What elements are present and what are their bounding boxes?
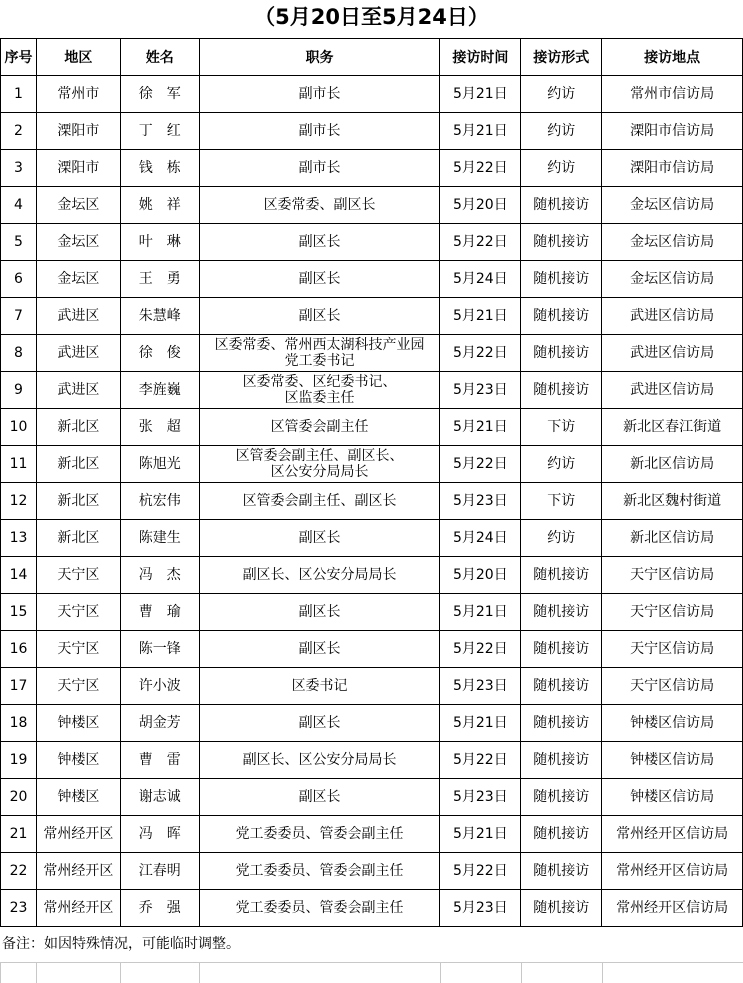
table-row [1, 335, 743, 372]
duty-line: 区委书记 [200, 678, 440, 694]
cell-duty [199, 446, 440, 483]
cell-seq: 4 [1, 187, 37, 224]
cell-seq: 15 [1, 594, 37, 631]
table-row [1, 594, 743, 631]
table-row [1, 742, 743, 779]
table-row [1, 150, 743, 187]
table-row [1, 187, 743, 224]
cell-name: 陈旭光 [120, 446, 199, 483]
cell-region: 常州经开区 [36, 853, 120, 890]
table-row [1, 298, 743, 335]
cell-region: 天宁区 [36, 631, 120, 668]
duty-line: 副区长 [200, 604, 440, 620]
cell-duty [199, 76, 440, 113]
cell-form: 随机接访 [521, 779, 602, 816]
cell-time: 5月23日 [440, 668, 521, 705]
cell-time: 5月22日 [440, 446, 521, 483]
duty-line: 区管委会副主任 [200, 419, 440, 435]
empty-cell [440, 963, 521, 983]
cell-seq: 19 [1, 742, 37, 779]
cell-seq: 22 [1, 853, 37, 890]
cell-time: 5月20日 [440, 187, 521, 224]
cell-duty [199, 483, 440, 520]
cell-form: 随机接访 [521, 890, 602, 927]
cell-form: 随机接访 [521, 705, 602, 742]
cell-time: 5月21日 [440, 816, 521, 853]
cell-name: 乔 强 [120, 890, 199, 927]
cell-duty [199, 853, 440, 890]
cell-seq: 23 [1, 890, 37, 927]
cell-time: 5月22日 [440, 631, 521, 668]
cell-place: 常州经开区信访局 [602, 890, 743, 927]
table-row [1, 224, 743, 261]
cell-form: 随机接访 [521, 298, 602, 335]
empty-cell [199, 963, 440, 983]
duty-line: 党工委书记 [200, 353, 440, 369]
header-time: 接访时间 [440, 39, 521, 76]
cell-place: 武进区信访局 [602, 372, 743, 409]
cell-name: 谢志诚 [120, 779, 199, 816]
cell-place: 溧阳市信访局 [602, 150, 743, 187]
table-row [1, 76, 743, 113]
cell-duty [199, 298, 440, 335]
cell-form: 随机接访 [521, 631, 602, 668]
cell-name: 王 勇 [120, 261, 199, 298]
cell-region: 金坛区 [36, 187, 120, 224]
cell-region: 常州经开区 [36, 816, 120, 853]
cell-seq: 21 [1, 816, 37, 853]
duty-line: 副区长 [200, 271, 440, 287]
cell-duty [199, 779, 440, 816]
cell-name: 叶 琳 [120, 224, 199, 261]
cell-region: 天宁区 [36, 557, 120, 594]
cell-duty [199, 335, 440, 372]
cell-duty [199, 557, 440, 594]
cell-form: 约访 [521, 76, 602, 113]
cell-duty [199, 668, 440, 705]
cell-region: 常州经开区 [36, 890, 120, 927]
table-row [1, 890, 743, 927]
table-row [1, 446, 743, 483]
table-row [1, 520, 743, 557]
table-row [1, 113, 743, 150]
cell-duty [199, 224, 440, 261]
cell-time: 5月23日 [440, 372, 521, 409]
cell-form: 随机接访 [521, 594, 602, 631]
duty-line: 副市长 [200, 160, 440, 176]
empty-cell [602, 963, 743, 983]
cell-form: 随机接访 [521, 187, 602, 224]
cell-time: 5月22日 [440, 335, 521, 372]
duty-line: 区委常委、常州西太湖科技产业园 [200, 337, 440, 353]
cell-seq: 2 [1, 113, 37, 150]
cell-place: 金坛区信访局 [602, 261, 743, 298]
cell-duty [199, 150, 440, 187]
cell-duty [199, 594, 440, 631]
cell-place: 天宁区信访局 [602, 594, 743, 631]
cell-region: 钟楼区 [36, 742, 120, 779]
duty-line: 区公安分局局长 [200, 464, 440, 480]
cell-form: 随机接访 [521, 668, 602, 705]
cell-name: 江春明 [120, 853, 199, 890]
cell-name: 姚 祥 [120, 187, 199, 224]
table-row [1, 372, 743, 409]
cell-seq: 5 [1, 224, 37, 261]
cell-duty [199, 742, 440, 779]
cell-form: 随机接访 [521, 742, 602, 779]
duty-line: 副区长 [200, 530, 440, 546]
cell-place: 金坛区信访局 [602, 187, 743, 224]
duty-line: 党工委委员、管委会副主任 [200, 900, 440, 916]
cell-name: 冯 晖 [120, 816, 199, 853]
cell-time: 5月21日 [440, 298, 521, 335]
cell-place: 新北区信访局 [602, 520, 743, 557]
cell-region: 天宁区 [36, 668, 120, 705]
cell-form: 随机接访 [521, 261, 602, 298]
cell-seq: 18 [1, 705, 37, 742]
duty-line: 副区长 [200, 234, 440, 250]
cell-place: 溧阳市信访局 [602, 113, 743, 150]
cell-region: 金坛区 [36, 224, 120, 261]
cell-time: 5月23日 [440, 779, 521, 816]
cell-time: 5月21日 [440, 705, 521, 742]
cell-region: 新北区 [36, 409, 120, 446]
cell-duty [199, 631, 440, 668]
cell-time: 5月24日 [440, 520, 521, 557]
duty-line: 区监委主任 [200, 390, 440, 406]
table-row [1, 409, 743, 446]
cell-duty [199, 520, 440, 557]
duty-line: 副区长、区公安分局局长 [200, 567, 440, 583]
cell-place: 常州经开区信访局 [602, 853, 743, 890]
cell-place: 天宁区信访局 [602, 631, 743, 668]
cell-place: 常州经开区信访局 [602, 816, 743, 853]
cell-time: 5月22日 [440, 742, 521, 779]
cell-time: 5月22日 [440, 224, 521, 261]
cell-form: 随机接访 [521, 816, 602, 853]
header-seq: 序号 [1, 39, 37, 76]
cell-form: 下访 [521, 483, 602, 520]
cell-place: 武进区信访局 [602, 335, 743, 372]
cell-form: 随机接访 [521, 853, 602, 890]
empty-cell [521, 963, 602, 983]
cell-time: 5月20日 [440, 557, 521, 594]
cell-region: 钟楼区 [36, 779, 120, 816]
page-title: （5月20日至5月24日） [0, 0, 743, 38]
cell-seq: 6 [1, 261, 37, 298]
cell-region: 武进区 [36, 335, 120, 372]
duty-line: 党工委委员、管委会副主任 [200, 826, 440, 842]
cell-place: 新北区信访局 [602, 446, 743, 483]
duty-line: 副市长 [200, 86, 440, 102]
cell-name: 李旌巍 [120, 372, 199, 409]
duty-line: 区管委会副主任、副区长 [200, 493, 440, 509]
cell-duty [199, 705, 440, 742]
header-place: 接访地点 [602, 39, 743, 76]
empty-cell [120, 963, 199, 983]
cell-region: 武进区 [36, 298, 120, 335]
cell-name: 钱 栋 [120, 150, 199, 187]
table-row [1, 779, 743, 816]
duty-line: 区委常委、副区长 [200, 197, 440, 213]
cell-region: 钟楼区 [36, 705, 120, 742]
duty-line: 副区长 [200, 641, 440, 657]
cell-time: 5月22日 [440, 150, 521, 187]
cell-region: 新北区 [36, 483, 120, 520]
table-row [1, 631, 743, 668]
cell-seq: 11 [1, 446, 37, 483]
cell-name: 徐 军 [120, 76, 199, 113]
cell-name: 曹 雷 [120, 742, 199, 779]
table-row [1, 668, 743, 705]
duty-line: 副区长 [200, 715, 440, 731]
cell-duty [199, 372, 440, 409]
cell-place: 新北区春江街道 [602, 409, 743, 446]
cell-seq: 12 [1, 483, 37, 520]
cell-place: 天宁区信访局 [602, 557, 743, 594]
cell-region: 金坛区 [36, 261, 120, 298]
cell-duty [199, 261, 440, 298]
cell-name: 曹 瑜 [120, 594, 199, 631]
cell-form: 约访 [521, 446, 602, 483]
reception-table [0, 38, 743, 927]
duty-line: 副区长 [200, 789, 440, 805]
header-row [1, 39, 743, 76]
cell-time: 5月21日 [440, 594, 521, 631]
cell-duty [199, 890, 440, 927]
duty-line: 区委常委、区纪委书记、 [200, 374, 440, 390]
cell-name: 丁 红 [120, 113, 199, 150]
empty-cell [1, 963, 37, 983]
empty-cell [36, 963, 120, 983]
cell-region: 溧阳市 [36, 150, 120, 187]
cell-name: 张 超 [120, 409, 199, 446]
table-body [1, 76, 743, 927]
cell-seq: 14 [1, 557, 37, 594]
cell-form: 下访 [521, 409, 602, 446]
cell-seq: 17 [1, 668, 37, 705]
duty-line: 副区长、区公安分局局长 [200, 752, 440, 768]
cell-name: 许小波 [120, 668, 199, 705]
cell-seq: 9 [1, 372, 37, 409]
cell-place: 常州市信访局 [602, 76, 743, 113]
cell-time: 5月21日 [440, 409, 521, 446]
cell-duty [199, 409, 440, 446]
cell-place: 钟楼区信访局 [602, 742, 743, 779]
table-row [1, 816, 743, 853]
cell-duty [199, 816, 440, 853]
table-row [1, 483, 743, 520]
cell-name: 胡金芳 [120, 705, 199, 742]
cell-name: 朱慧峰 [120, 298, 199, 335]
cell-seq: 1 [1, 76, 37, 113]
cell-region: 常州市 [36, 76, 120, 113]
cell-seq: 20 [1, 779, 37, 816]
cell-region: 新北区 [36, 446, 120, 483]
cell-region: 溧阳市 [36, 113, 120, 150]
cell-form: 随机接访 [521, 335, 602, 372]
cell-name: 陈建生 [120, 520, 199, 557]
cell-time: 5月24日 [440, 261, 521, 298]
cell-place: 新北区魏村街道 [602, 483, 743, 520]
cell-time: 5月23日 [440, 483, 521, 520]
cell-name: 徐 俊 [120, 335, 199, 372]
cell-place: 武进区信访局 [602, 298, 743, 335]
cell-form: 随机接访 [521, 224, 602, 261]
header-region: 地区 [36, 39, 120, 76]
cell-time: 5月23日 [440, 890, 521, 927]
table-row [1, 557, 743, 594]
cell-form: 随机接访 [521, 557, 602, 594]
cell-duty [199, 187, 440, 224]
cell-seq: 13 [1, 520, 37, 557]
cell-seq: 8 [1, 335, 37, 372]
duty-line: 区管委会副主任、副区长、 [200, 448, 440, 464]
cell-place: 天宁区信访局 [602, 668, 743, 705]
duty-line: 副区长 [200, 308, 440, 324]
cell-seq: 16 [1, 631, 37, 668]
header-duty: 职务 [199, 39, 440, 76]
duty-line: 副市长 [200, 123, 440, 139]
cell-seq: 10 [1, 409, 37, 446]
cell-form: 约访 [521, 113, 602, 150]
cell-place: 钟楼区信访局 [602, 779, 743, 816]
cell-time: 5月21日 [440, 76, 521, 113]
cell-form: 约访 [521, 150, 602, 187]
table-row [1, 261, 743, 298]
duty-line: 党工委委员、管委会副主任 [200, 863, 440, 879]
cell-place: 金坛区信访局 [602, 224, 743, 261]
cell-place: 钟楼区信访局 [602, 705, 743, 742]
empty-grid-row [0, 962, 743, 983]
header-form: 接访形式 [521, 39, 602, 76]
cell-form: 约访 [521, 520, 602, 557]
cell-duty [199, 113, 440, 150]
cell-time: 5月22日 [440, 853, 521, 890]
cell-region: 武进区 [36, 372, 120, 409]
cell-seq: 3 [1, 150, 37, 187]
cell-name: 陈一锋 [120, 631, 199, 668]
footnote: 备注：如因特殊情况，可能临时调整。 [2, 935, 240, 953]
header-name: 姓名 [120, 39, 199, 76]
cell-form: 随机接访 [521, 372, 602, 409]
cell-region: 新北区 [36, 520, 120, 557]
cell-time: 5月21日 [440, 113, 521, 150]
cell-name: 杭宏伟 [120, 483, 199, 520]
cell-name: 冯 杰 [120, 557, 199, 594]
cell-seq: 7 [1, 298, 37, 335]
cell-region: 天宁区 [36, 594, 120, 631]
table-row [1, 853, 743, 890]
table-row [1, 705, 743, 742]
